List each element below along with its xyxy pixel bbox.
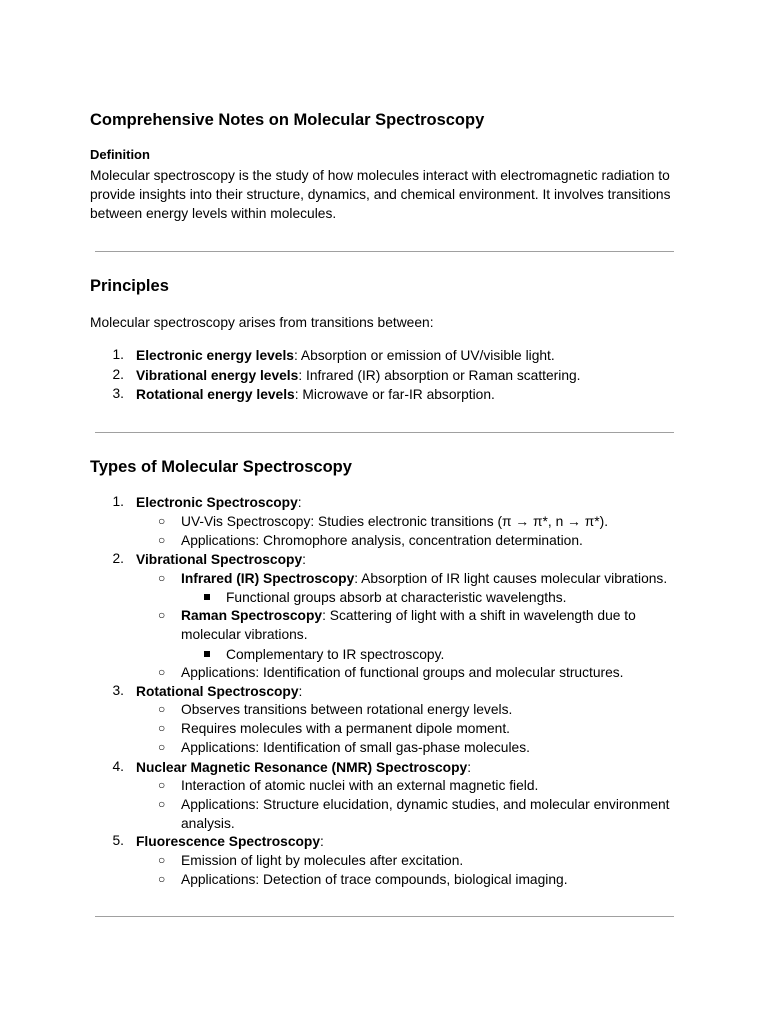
list-number: 1. (112, 347, 124, 362)
sub-list-item: Applications: Detection of trace compounds, biological imaging. (181, 872, 568, 887)
circle-bullet-icon: ○ (158, 702, 166, 716)
circle-bullet-icon: ○ (158, 721, 166, 735)
sub-list-item: Applications: Identification of functional groups and molecular structures. (181, 665, 624, 680)
list-item: Nuclear Magnetic Resonance (NMR) Spectroscopy: (136, 760, 472, 775)
sub-list-item-continuation: analysis. (181, 816, 235, 831)
list-number: 5. (112, 833, 124, 848)
circle-bullet-icon: ○ (158, 665, 166, 679)
sub-list-item: Applications: Identification of small gas-phase molecules. (181, 740, 530, 755)
sub-sub-list-item: Complementary to IR spectroscopy. (226, 647, 445, 662)
list-number: 3. (112, 386, 124, 401)
sub-list-item: Infrared (IR) Spectroscopy: Absorption of IR light causes molecular vibrations. (181, 571, 668, 586)
list-number: 2. (112, 367, 124, 382)
list-item: Vibrational Spectroscopy: (136, 552, 306, 567)
list-item: Rotational Spectroscopy: (136, 684, 303, 699)
sub-sub-list-item: Functional groups absorb at characteristic wavelengths. (226, 590, 567, 605)
sub-list-item: UV-Vis Spectroscopy: Studies electronic transitions (π → π*, n → π*). (181, 514, 609, 529)
definition-text: Molecular spectroscopy is the study of how molecules interact with electromagnetic radiation to provide insights into their structure, dynamics, and chemical environment. It involves transitions between energy levels within molecules. (90, 168, 671, 222)
circle-bullet-icon: ○ (158, 514, 166, 528)
sub-list-item-continuation: molecular vibrations. (181, 627, 308, 642)
square-bullet-icon (204, 651, 210, 657)
list-number: 2. (112, 551, 124, 566)
list-item: Rotational energy levels: Microwave or far-IR absorption. (136, 387, 495, 402)
sub-list-item: Observes transitions between rotational energy levels. (181, 702, 513, 717)
divider (95, 916, 674, 917)
principles-intro: Molecular spectroscopy arises from transitions between: (90, 315, 434, 330)
sub-list-item: Interaction of atomic nuclei with an external magnetic field. (181, 778, 539, 793)
circle-bullet-icon: ○ (158, 533, 166, 547)
list-item: Electronic energy levels: Absorption or emission of UV/visible light. (136, 348, 555, 363)
circle-bullet-icon: ○ (158, 740, 166, 754)
list-number: 1. (112, 494, 124, 509)
square-bullet-icon (204, 594, 210, 600)
types-heading: Types of Molecular Spectroscopy (90, 458, 352, 476)
page-title: Comprehensive Notes on Molecular Spectroscopy (90, 111, 485, 129)
list-item: Fluorescence Spectroscopy: (136, 834, 324, 849)
sub-list-item: Applications: Chromophore analysis, concentration determination. (181, 533, 583, 548)
principles-heading: Principles (90, 277, 169, 295)
sub-list-item: Requires molecules with a permanent dipole moment. (181, 721, 510, 736)
sub-list-item: Emission of light by molecules after excitation. (181, 853, 464, 868)
circle-bullet-icon: ○ (158, 853, 166, 867)
divider (95, 251, 674, 252)
circle-bullet-icon: ○ (158, 571, 166, 585)
list-number: 3. (112, 683, 124, 698)
definition-label: Definition (90, 147, 150, 162)
list-item: Electronic Spectroscopy: (136, 495, 302, 510)
list-item: Vibrational energy levels: Infrared (IR) absorption or Raman scattering. (136, 368, 581, 383)
circle-bullet-icon: ○ (158, 797, 166, 811)
sub-list-item: Raman Spectroscopy: Scattering of light with a shift in wavelength due to (181, 608, 636, 623)
list-number: 4. (112, 759, 124, 774)
circle-bullet-icon: ○ (158, 778, 166, 792)
circle-bullet-icon: ○ (158, 872, 166, 886)
divider (95, 432, 674, 433)
sub-list-item: Applications: Structure elucidation, dynamic studies, and molecular environment (181, 797, 670, 812)
circle-bullet-icon: ○ (158, 608, 166, 622)
